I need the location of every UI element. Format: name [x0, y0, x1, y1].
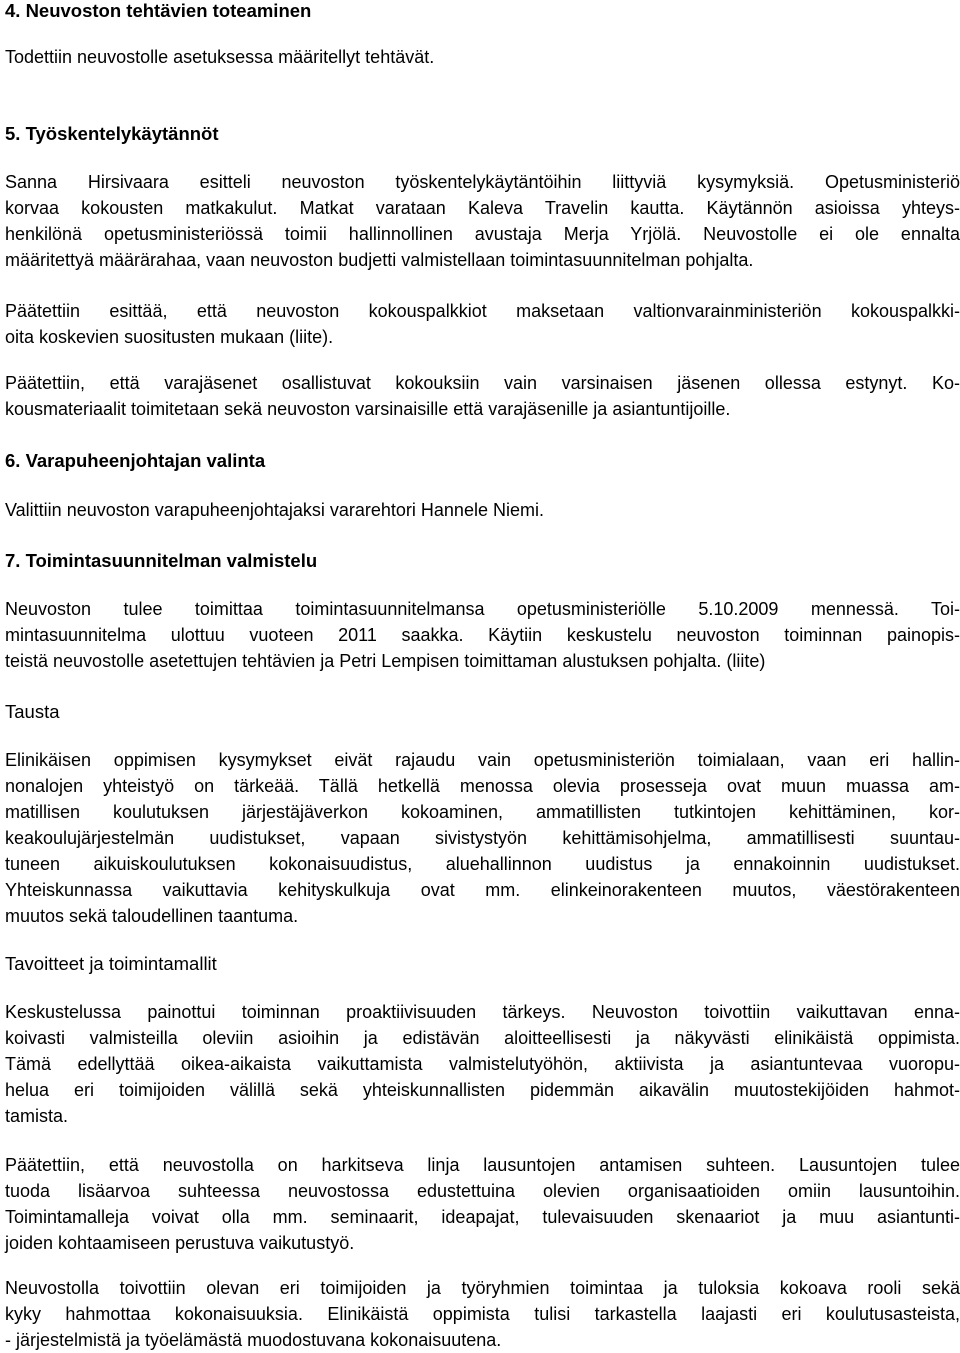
text-line: Sanna Hirsivaara esitteli neuvoston työskentelykäytäntöihin liittyviä kysymyksiä. Opetusministeriö — [5, 172, 960, 192]
text-line: Keskustelussa painottui toiminnan proaktiivisuuden tärkeys. Neuvoston toivottiin vaikuttavan enna- — [5, 1002, 960, 1022]
section-heading: 7. Toimintasuunnitelman valmistelu — [5, 550, 318, 571]
subheading: Tausta — [5, 701, 60, 722]
text-line: henkilönä opetusministeriössä toimii hallinnollinen avustaja Merja Yrjölä. Neuvostolle ei ole ennalta — [5, 224, 960, 244]
section-heading: 4. Neuvoston tehtävien toteaminen — [5, 0, 312, 21]
text-line: määritettyä määrärahaa, vaan neuvoston budjetti valmistellaan toimintasuunnitelman pohjalta. — [5, 250, 754, 270]
paragraph — [5, 999, 960, 1129]
text-line: oita koskevien suositusten mukaan (liite). — [5, 327, 334, 347]
text-line: Todettiin neuvostolle asetuksessa määritellyt tehtävät. — [5, 47, 435, 67]
text-line: tuneen aikuiskoulutuksen kokonaisuudistus, aluehallinnon uudistus ja ennakoinnin uudistukset. — [5, 854, 960, 874]
paragraph — [5, 169, 960, 273]
text-line: muutos sekä taloudellinen taantuma. — [5, 906, 299, 926]
text-line: - järjestelmistä ja työelämästä muodostuvana kokonaisuutena. — [5, 1330, 502, 1350]
text-line: Toimintamalleja voivat olla mm. seminaarit, ideapajat, tulevaisuuden skenaariot ja muu asiantunti- — [5, 1207, 960, 1227]
text-line: Yhteiskunnassa vaikuttavia kehityskulkuja ovat mm. elinkeinorakenteen muutos, väestörakenteen — [5, 880, 960, 900]
text-line: matillisen koulutuksen järjestäjäverkon kokoaminen, ammatillisten tutkintojen kehittäminen, kor- — [5, 802, 960, 822]
text-line: kousmateriaalit toimitetaan sekä neuvoston varsinaisille että varajäsenille ja asiantuntijoille. — [5, 399, 731, 419]
paragraph — [5, 1275, 960, 1353]
text-line: korvaa kokousten matkakulut. Matkat varataan Kaleva Travelin kautta. Käytännön asioissa yhteys- — [5, 198, 960, 218]
text-line: kyky hahmottaa kokonaisuuksia. Elinikäistä oppimista tulisi tarkastella laajasti eri koulutusasteista, — [5, 1304, 960, 1324]
text-line: koivasti valmisteilla oleviin asioihin ja edistävän aloitteellisesti ja näkyvästi elinikäistä oppimista. — [5, 1028, 960, 1048]
text-line: tuoda lisäarvoa suhteessa neuvostossa edustettuina olevien organisaatioiden omiin lausuntoihin. — [5, 1181, 960, 1201]
paragraph — [5, 370, 960, 422]
text-line: tamista. — [5, 1106, 69, 1126]
paragraph — [5, 44, 960, 70]
text-line: helua eri toimijoiden välillä sekä yhteiskunnallisten pidemmän aikavälin muutostekijöiden hahmot- — [5, 1080, 960, 1100]
text-line: teistä neuvostolle asetettujen tehtävien ja Petri Lempisen toimittaman alustuksen pohjalta. (liite) — [5, 651, 766, 671]
text-line: Päätettiin esittää, että neuvoston kokouspalkkiot maksetaan valtionvarainministeriön kokouspalkki- — [5, 301, 960, 321]
paragraph — [5, 596, 960, 674]
text-line: Päätettiin, että neuvostolla on harkitseva linja lausuntojen antamisen suhteen. Lausuntojen tulee — [5, 1155, 960, 1175]
text-line: Valittiin neuvoston varapuheenjohtajaksi vararehtori Hannele Niemi. — [5, 500, 544, 520]
text-line: Neuvoston tulee toimittaa toimintasuunnitelmansa opetusministeriölle 5.10.2009 mennessä. Toi- — [5, 599, 960, 619]
text-line: Tämä edellyttää oikea-aikaista vaikuttamista valmistelutyöhön, aktiivista ja asiantuntevaa vuoropu- — [5, 1054, 960, 1074]
subheading: Tavoitteet ja toimintamallit — [5, 953, 217, 974]
text-line: joiden kohtaamiseen perustuva vaikutustyö. — [5, 1233, 355, 1253]
text-line: Elinikäisen oppimisen kysymykset eivät rajaudu vain opetusministeriön toimialaan, vaan eri hallin- — [5, 750, 960, 770]
text-line: Neuvostolla toivottiin olevan eri toimijoiden ja työryhmien toimintaa ja tuloksia kokoava rooli sekä — [5, 1278, 960, 1298]
section-heading: 5. Työskentelykäytännöt — [5, 123, 219, 144]
section-heading: 6. Varapuheenjohtajan valinta — [5, 450, 266, 471]
paragraph — [5, 298, 960, 350]
text-line: nonalojen yhteistyö on tärkeää. Tällä hetkellä menossa olevia prosesseja ovat muun muassa am- — [5, 776, 960, 796]
paragraph — [5, 1152, 960, 1256]
text-line: keakoulujärjestelmän uudistukset, vapaan sivistystyön kehittämisohjelma, ammatillisesti suuntau- — [5, 828, 960, 848]
paragraph — [5, 497, 960, 523]
text-line: mintasuunnitelma ulottuu vuoteen 2011 saakka. Käytiin keskustelu neuvoston toiminnan painopis- — [5, 625, 960, 645]
paragraph — [5, 747, 960, 929]
text-line: Päätettiin, että varajäsenet osallistuvat kokouksiin vain varsinaisen jäsenen ollessa estynyt. Ko- — [5, 373, 960, 393]
